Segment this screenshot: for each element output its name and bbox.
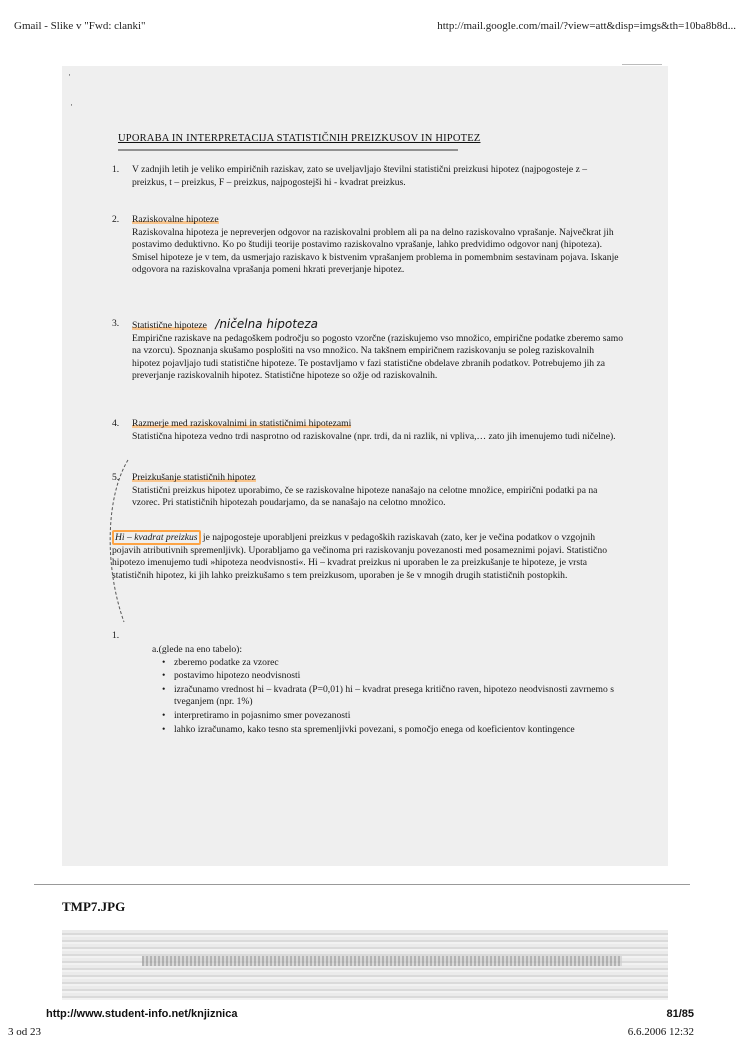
- section-heading: Statistične hipoteze: [132, 320, 207, 331]
- list-item: • lahko izračunamo, kako tesno sta spremenljivki povezani, s pomočjo enega od koeficientov kontingence: [174, 724, 624, 737]
- list-item: • zberemo podatke za vzorec: [174, 657, 624, 670]
- section-heading: Raziskovalne hipoteze: [132, 214, 219, 225]
- highlighted-term: Hi – kvadrat preizkus: [112, 530, 201, 545]
- section-text: Raziskovalna hipoteza je nepreverjen odgovor na raziskovalni problem ali pa na delno raziskovalno vprašanje. Največkrat jih postavimo deduktivno. Ko po študiji teorije postavimo raziskovalno vprašanje, lahko predvidimo odgovor nanj (hipoteza). Smisel hipoteze je v tem, da usmerjajo raziskavo k bistvenim vprašanjem problema in pomembnim sestavinam pojava. Iskanje odgovora na raziskovalna vprašanja pomeni hkrati preverjanje hipotez.: [132, 226, 619, 276]
- scan-speck: ·: [68, 70, 71, 80]
- list-item: • postavimo hipotezo neodvisnosti: [174, 670, 624, 683]
- next-image-blur-strip: [142, 956, 622, 966]
- section-text: V zadnjih letih je veliko empiričnih raziskav, zato se uveljavljajo številni statistični preizkusi hipotez (najpogosteje z – preizkus, t – preizkus, F – preizkus, najpogostejši hi - kvadrat preizkus.: [132, 164, 588, 188]
- section-number: 3.: [112, 318, 120, 329]
- section-number: 4.: [112, 418, 120, 429]
- list-item: • izračunamo vrednost hi – kvadrata (P=0,01) hi – kvadrat presega kritično raven, hipotezo neodvisnosti zavrnemo s tveganjem (npr. 1%): [174, 684, 624, 709]
- page-count: 81/85: [666, 1008, 694, 1020]
- divider: [34, 884, 690, 885]
- section-text: Empirične raziskave na pedagoškem področju so pogosto vzorčne (raziskujemo vso množico, empirične podatke zberemo samo na vzorcu). Spoznanja skušamo posplošiti na vso množico. Na takšnem empiričnem raziskovanju se poleg raziskovalnih hipotez pojavljajo tudi statistične hipoteze. Te postavljamo v fazi statistične obdelave zbranih podatkov. Potrebujemo jih za preverjanje raziskovalnih hipotez. Statistične hipoteze so ožje od raziskovalnih.: [132, 332, 623, 382]
- section-number: 1.: [112, 164, 120, 175]
- document-title: UPORABA IN INTERPRETACIJA STATISTIČNIH PREIZKUSOV IN HIPOTEZ: [118, 133, 481, 144]
- list-number: 1.: [112, 630, 120, 641]
- window-title: Gmail - Slike v "Fwd: clanki": [14, 20, 146, 32]
- scanned-image[interactable]: [62, 66, 668, 866]
- page-url: http://mail.google.com/mail/?view=att&disp=imgs&th=10ba8b8d...: [437, 20, 736, 32]
- title-underline: [118, 149, 458, 151]
- attachment-filename: TMP7.JPG: [62, 899, 126, 914]
- section-number: 5.: [112, 472, 120, 483]
- watermark-url: http://www.student-info.net/knjiznica: [46, 1008, 238, 1020]
- print-datetime: 6.6.2006 12:32: [627, 1026, 694, 1038]
- handwritten-arc-mark: [102, 456, 132, 626]
- bullet-list: [152, 657, 624, 737]
- scan-speck: ·: [70, 100, 73, 110]
- section-heading: Razmerje med raziskovalnimi in statističnimi hipotezami: [132, 418, 352, 429]
- section-text: Statistični preizkus hipotez uporabimo, če se raziskovalne hipoteze nanašajo na celotne množice, empirični podatki pa na vzorec. Pri statističnih hipotezah poudarjamo, da se nanašajo na celotno množico.: [132, 484, 598, 509]
- paragraph-text: je najpogosteje uporabljeni preizkus v pedagoških raziskavah (zato, ker je večina podatkov o vzgojnih pojavih atributivnih spremenljivk). Uporabljamo ga večinoma pri raziskovanju povezanosti med posameznimi pojavi. Statistično hipotezo imenujemo tudi »hipoteza neodvisnosti«. Hi – kvadrat preizkus ni uporaben le za preizkušanje te hipoteze, je vrsta statističnih hipotez, ki jih lahko preizkušamo s tem preizkusom, uporaben je še v mnogih drugih statističnih postopkih.: [112, 532, 608, 581]
- section-text: Statistična hipoteza vedno trdi nasprotno od raziskovalne (npr. trdi, da ni razlik, ni vpliva,… zato jih imenujemo tudi ničelne).: [132, 430, 616, 442]
- section-heading: Preizkušanje statističnih hipotez: [132, 472, 256, 483]
- list-item: • interpretiramo in pojasnimo smer povezanosti: [174, 710, 624, 723]
- print-page-indicator: 3 od 23: [8, 1026, 41, 1038]
- section-number: 2.: [112, 214, 120, 225]
- list-intro: a.(glede na eno tabelo):: [152, 644, 243, 655]
- header-rule: [622, 64, 662, 65]
- handwritten-note: /ničelna hipoteza: [215, 317, 318, 331]
